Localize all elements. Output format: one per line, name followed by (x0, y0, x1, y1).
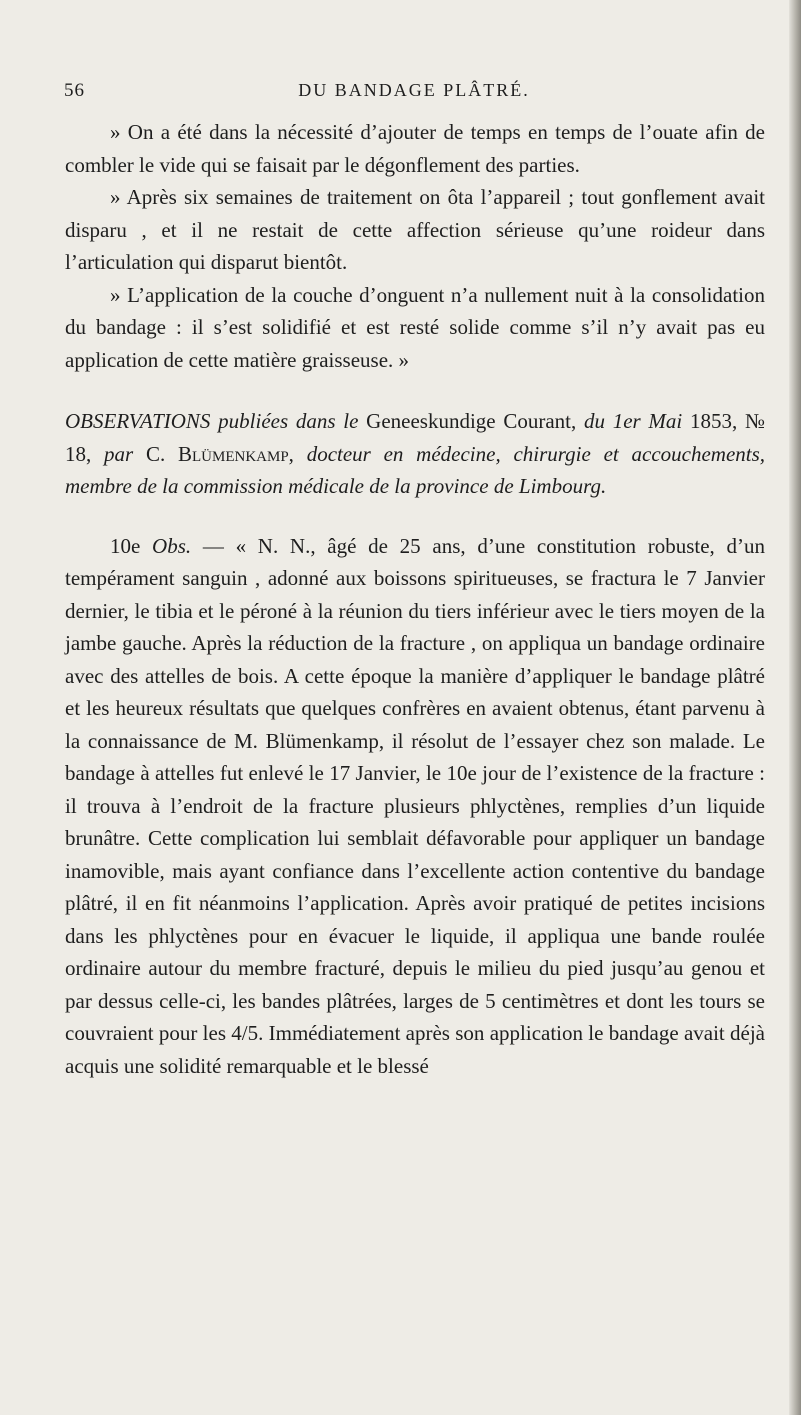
heading-part-3: par (104, 441, 134, 466)
quote-paragraph-1: » On a été dans la nécessité d’ajouter de temps en temps de l’ouate afin de combler le vide qui se faisait par le dégonflement des parties. (65, 120, 765, 177)
page-header (64, 80, 764, 110)
observation-paragraph (65, 530, 765, 1083)
quote-paragraph-3: » L’application de la couche d’onguent n’a nullement nuit à la consolidation du bandage : il s’est solidifié et est resté solide comme s’il n’y avait pas eu application de cette matière graisseuse. » (65, 282, 765, 372)
heading-part-4: docteur en médecine, chirurgie et accouchements, membre de la commission médicale de la province de Limbourg. (65, 441, 766, 498)
heading-part-2: du 1er Mai (583, 409, 683, 433)
heading-author: C. Blümenkamp, (145, 441, 294, 466)
running-head: DU BANDAGE PLÂTRÉ. (298, 80, 530, 100)
page-body (65, 116, 765, 1082)
quote-paragraph-2: » Après six semaines de traitement on ôta l’appareil ; tout gonflement avait disparu , et il ne restait de cette affection sérieuse qu’une roideur dans l’articulation qui disparut bientôt. (65, 185, 765, 274)
observation-label: Obs. (152, 533, 192, 558)
observation-number: 10e (110, 533, 141, 558)
heading-year: 1853, № 18, (65, 409, 766, 466)
page-number: 56 (64, 80, 85, 101)
observation-text: — « N. N., âgé de 25 ans, d’une constitution robuste, d’un tempérament sanguin , adonné aux boissons spiritueuses, se fractura le 7 Janvier dernier, le tibia et le péroné à la réunion du tiers inférieur avec le tiers moyen de la jambe gauche. Après la réduction de la fracture , on appliqua un bandage ordinaire avec des attelles de bois. A cette époque la manière d’appliquer le bandage plâtré et les heureux résultats que quelques confrères en avaient obtenus, étant parvenu à la connaissance de M. Blümenkamp, il résolut de l’essayer chez son malade. Le bandage à attelles fut enlevé le 17 Janvier, le 10e jour de l’existence de la fracture : il trouva à l’endroit de la fracture plusieurs phlyctènes, remplies d’un liquide brunâtre. Cette complication lui semblait défavorable pour appliquer un bandage inamovible, mais ayant confiance dans l’excellente action contentive du bandage plâtré, il en fit néanmoins l’application. Après avoir pratiqué de petites incisions dans les phlyctènes pour en évacuer le liquide, il appliqua une bande roulée ordinaire autour du membre fracturé, depuis le milieu du pied jusqu’au genou et par dessus celle-ci, les bandes plâtrées, larges de 5 centimètres et dont les tours se couvraient pour les 4/5. Immédiatement après son application le bandage avait déjà acquis une solidité remarquable et le blessé (65, 533, 766, 1078)
heading-journal: Geneeskundige Courant, (366, 409, 577, 433)
page-edge-shadow (789, 0, 801, 1415)
section-heading (65, 405, 765, 503)
heading-part-1: OBSERVATIONS publiées dans le (65, 409, 359, 433)
